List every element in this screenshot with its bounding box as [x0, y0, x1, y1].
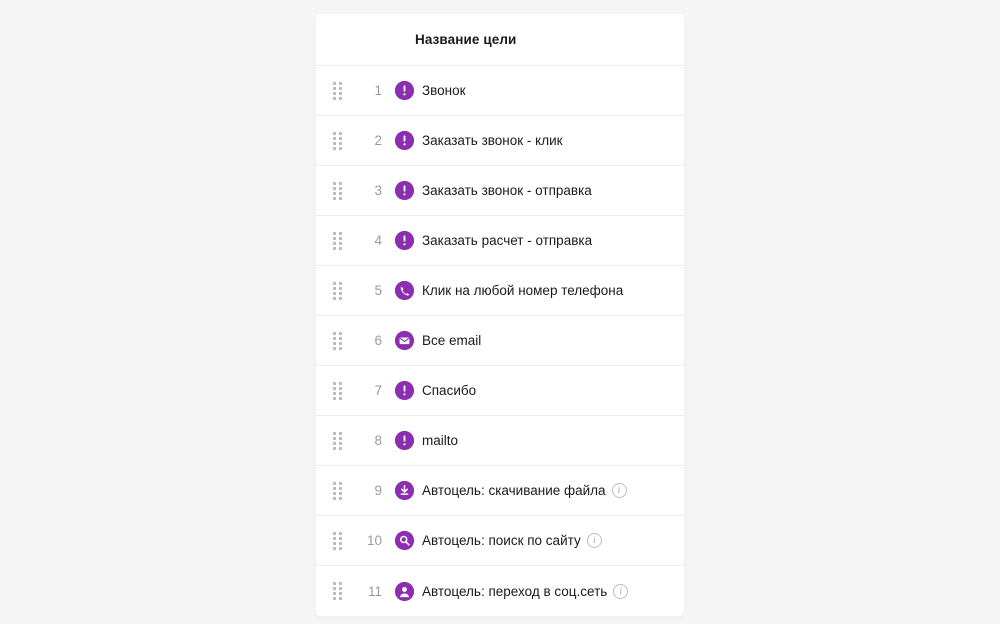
exclamation-circle-icon — [386, 131, 422, 150]
goal-name-label: Заказать звонок - клик — [422, 133, 563, 148]
drag-handle-icon[interactable] — [316, 532, 352, 550]
goal-name-label: Автоцель: скачивание файла — [422, 483, 606, 498]
column-header-goal-name: Название цели — [415, 32, 517, 47]
goal-name-cell[interactable] — [422, 584, 628, 599]
goal-name-label: mailto — [422, 433, 459, 448]
download-circle-icon — [386, 481, 422, 500]
goal-name-label: Заказать расчет - отправка — [422, 233, 593, 248]
drag-handle-icon[interactable] — [316, 482, 352, 500]
table-row[interactable] — [316, 316, 684, 366]
goal-name-cell[interactable] — [422, 383, 476, 398]
row-index: 2 — [374, 133, 382, 148]
phone-circle-icon — [386, 281, 422, 300]
goal-name-cell[interactable] — [422, 433, 458, 448]
table-row[interactable] — [316, 416, 684, 466]
table-row[interactable] — [316, 366, 684, 416]
exclamation-circle-icon — [386, 181, 422, 200]
person-circle-icon — [386, 582, 422, 601]
goal-name-cell[interactable] — [422, 133, 563, 148]
goal-name-label: Заказать звонок - отправка — [422, 183, 592, 198]
goal-name-label: Автоцель: поиск по сайту — [422, 533, 581, 548]
goal-name-label: Клик на любой номер телефона — [422, 283, 624, 298]
row-index: 10 — [366, 533, 382, 548]
table-row[interactable] — [316, 216, 684, 266]
envelope-circle-icon — [386, 331, 422, 350]
table-row[interactable] — [316, 466, 684, 516]
table-header-row — [316, 14, 684, 66]
goal-name-cell[interactable] — [422, 283, 623, 298]
goal-name-label: Звонок — [422, 83, 466, 98]
row-index: 11 — [367, 583, 382, 599]
goal-name-label: Спасибо — [422, 383, 477, 398]
row-index: 6 — [374, 333, 382, 348]
drag-handle-icon[interactable] — [316, 132, 352, 150]
row-index: 8 — [374, 433, 382, 448]
goal-name-cell[interactable] — [422, 233, 592, 248]
drag-handle-icon[interactable] — [316, 582, 352, 600]
row-index: 3 — [374, 183, 382, 198]
exclamation-circle-icon — [386, 81, 422, 100]
goal-name-label: Автоцель: переход в соц.сеть — [422, 583, 608, 599]
drag-handle-icon[interactable] — [316, 282, 352, 300]
goal-name-cell[interactable] — [422, 183, 592, 198]
table-row[interactable] — [316, 116, 684, 166]
table-row[interactable] — [316, 166, 684, 216]
info-icon[interactable]: i — [587, 533, 602, 548]
goals-table-card — [316, 14, 684, 616]
table-row[interactable] — [316, 266, 684, 316]
row-index: 7 — [374, 383, 382, 398]
goal-name-cell[interactable] — [422, 333, 481, 348]
goals-list — [316, 66, 684, 616]
table-row[interactable] — [316, 566, 684, 616]
exclamation-circle-icon — [386, 231, 422, 250]
drag-handle-icon[interactable] — [316, 432, 352, 450]
goal-name-cell[interactable] — [422, 483, 627, 498]
drag-handle-icon[interactable] — [316, 332, 352, 350]
drag-handle-icon[interactable] — [316, 82, 352, 100]
drag-handle-icon[interactable] — [316, 382, 352, 400]
row-index: 5 — [374, 283, 382, 298]
table-row[interactable] — [316, 66, 684, 116]
goal-name-cell[interactable] — [422, 533, 602, 548]
info-icon[interactable]: i — [613, 584, 628, 599]
row-index: 4 — [374, 233, 382, 248]
table-row[interactable] — [316, 516, 684, 566]
row-index: 9 — [374, 483, 382, 498]
search-circle-icon — [386, 531, 422, 550]
info-icon[interactable]: i — [612, 483, 627, 498]
exclamation-circle-icon — [386, 431, 422, 450]
drag-handle-icon[interactable] — [316, 232, 352, 250]
exclamation-circle-icon — [386, 381, 422, 400]
goal-name-label: Все email — [422, 333, 482, 348]
row-index: 1 — [374, 83, 382, 98]
goal-name-cell[interactable] — [422, 83, 466, 98]
drag-handle-icon[interactable] — [316, 182, 352, 200]
